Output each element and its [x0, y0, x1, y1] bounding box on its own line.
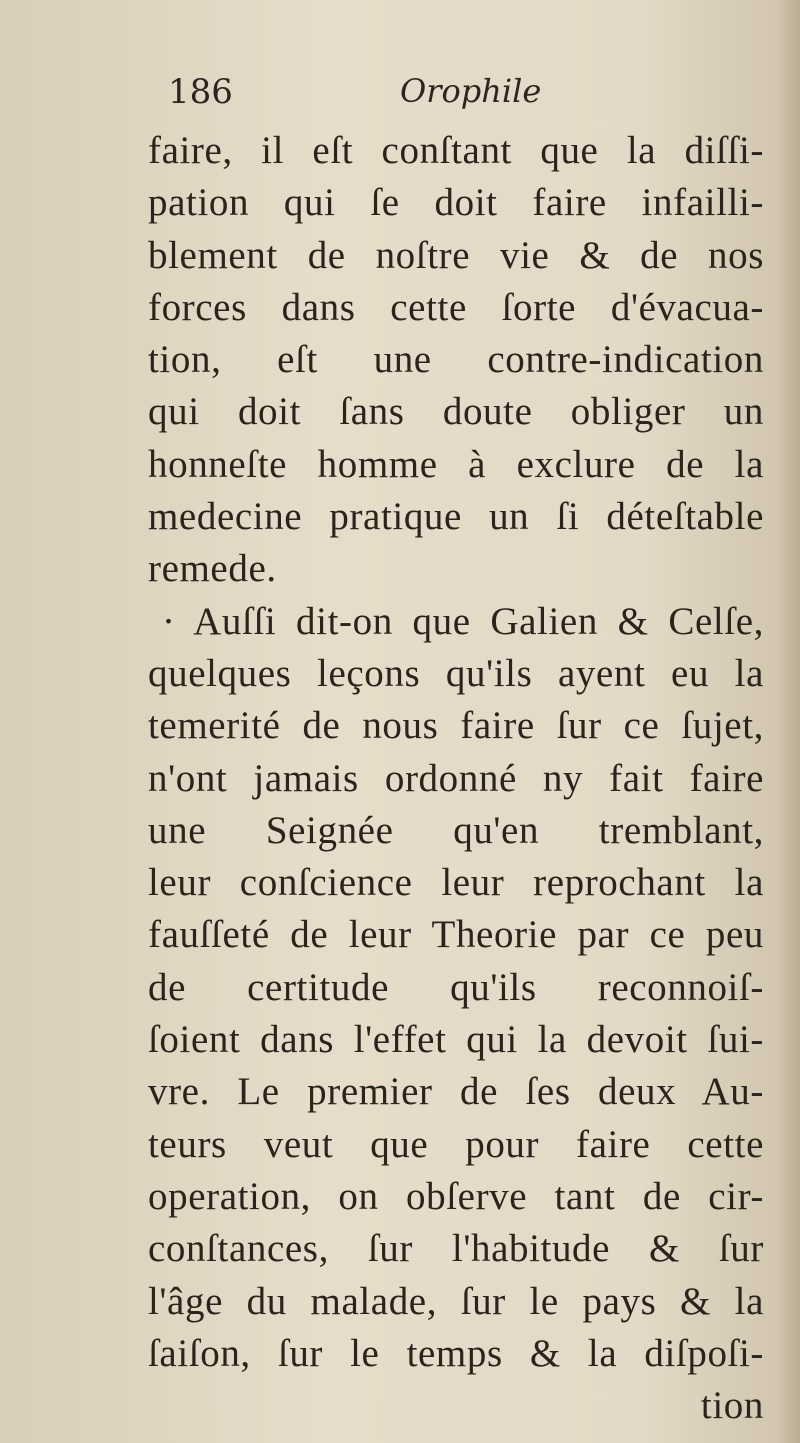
text-line: medecine pratique un ſi déteſtable [148, 495, 764, 539]
text-line: de certitude qu'ils reconnoiſ- [148, 965, 764, 1009]
page-number: 186 [168, 72, 233, 112]
text-line: faire, il eſt conſtant que la diſſi- [148, 129, 764, 172]
text-line: tion, eſt une contre-indication [148, 338, 764, 382]
text-line: leur conſcience leur reprochant la [148, 861, 764, 905]
text-line: honneſte homme à exclure de la [148, 442, 764, 486]
text-line: qui doit ſans doute obliger un [148, 390, 764, 434]
text-line: pation qui ſe doit faire infailli- [148, 181, 764, 225]
catchword: tion [700, 1384, 764, 1428]
text-line: · Auſſi dit-on que Galien & Celſe, [162, 599, 764, 643]
page-header [168, 72, 588, 122]
text-line: n'ont jamais ordonné ny fait faire [148, 756, 764, 800]
text-line: remede. [148, 547, 277, 591]
text-line: teurs veut que pour faire cette [148, 1122, 764, 1166]
text-line: ſoient dans l'effet qui la devoit ſui- [148, 1018, 764, 1062]
text-line: temerité de nous faire ſur ce ſujet, [148, 704, 764, 748]
text-line: l'âge du malade, ſur le pays & la [148, 1279, 764, 1323]
text-line: operation, on obſerve tant de cir- [148, 1174, 764, 1218]
text-line: conſtances, ſur l'habitude & ſur [148, 1227, 764, 1271]
text-line: forces dans cette ſorte d'évacua- [148, 285, 764, 329]
text-line: blement de noſtre vie & de nos [148, 233, 764, 277]
text-line: ſaiſon, ſur le temps & la diſpoſi- [148, 1331, 764, 1375]
text-line: quelques leçons qu'ils ayent eu la [148, 651, 764, 695]
text-line: fauſſeté de leur Theorie par ce peu [148, 913, 764, 957]
running-head: Orophile [400, 72, 542, 110]
page-edge-shadow [778, 0, 800, 1443]
body-text [148, 125, 764, 1432]
text-line: une Seignée qu'en tremblant, [148, 808, 764, 852]
text-line: vre. Le premier de ſes deux Au- [148, 1070, 764, 1114]
